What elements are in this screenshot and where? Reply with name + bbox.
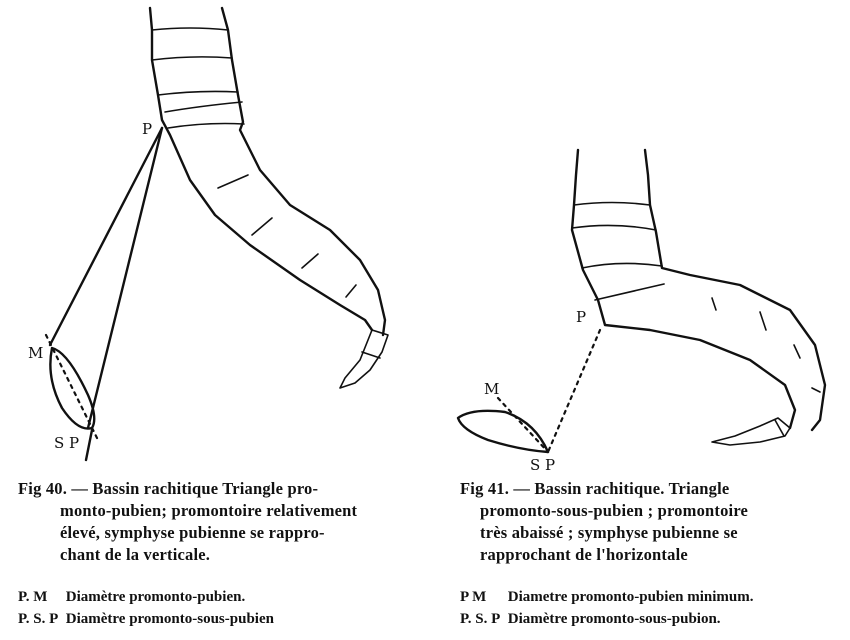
fig41-sacral-mark-3 [794,345,800,358]
fig40-caption-text-1: Bassin rachitique Triangle pro- [92,479,319,498]
fig40-legend-row-pm [18,586,274,608]
fig40-caption-line-3: élevé, symphyse pubienne se rappro- [60,523,325,542]
fig41-legend-abbr-psp: P. S. P [460,611,501,627]
fig40-legend-text-psp: Diamètre promonto-sous-pubien [65,611,274,627]
fig41-label-p: P [576,308,587,326]
fig41-sacral-mark-1 [712,298,716,310]
fig40-caption-line-2: monto-pubien; promontoire relativement [60,501,358,520]
fig40-legend-text-pm: Diamètre promonto-pubien. [65,589,246,605]
fig40-caption-line-1 [18,478,418,500]
fig41-coccyx [712,418,790,445]
fig41-caption-line-4: rapprochant de l'horizontale [480,545,688,564]
fig41-caption-line-1 [460,478,840,500]
fig41-vertebra-1 [574,203,650,206]
fig41-caption-line-2: promonto-sous-pubien ; promontoire [480,501,749,520]
fig41-legend-text-pm: Diametre promonto-pubien minimum. [507,589,754,605]
fig40-caption-line-4: chant de la verticale. [60,545,211,564]
fig41-symphysis [458,411,548,452]
fig41-caption-number: Fig 41. — [460,479,531,498]
fig40-legend-row-psp [18,608,274,630]
fig41-label-sp: S P [530,456,556,470]
fig40-label-m: M [28,344,44,362]
fig41-spine-outline-left [572,150,795,428]
fig41-label-m: M [484,380,500,398]
fig41-vertebra-4 [595,284,664,300]
fig40-legend-abbr-pm: P. M [18,589,48,605]
fig41-legend [460,586,753,630]
fig41-spine-outline-right [645,150,825,430]
fig41-triangle-dotted [548,330,600,452]
fig41-caption-text-1: Bassin rachitique. Triangle [534,479,730,498]
fig40-label-p: P [142,120,153,138]
fig41-sacral-mark-4 [812,388,820,392]
fig41-vertebra-3 [582,263,662,268]
fig41-caption [460,478,840,566]
fig41-caption-line-3: très abaissé ; symphyse pubienne se [480,523,738,542]
fig40-caption-number: Fig 40. — [18,479,89,498]
fig40-legend [18,586,274,630]
fig41-vertebra-2 [572,225,656,230]
fig41-legend-row-psp [460,608,753,630]
fig40-legend-abbr-psp: P. S. P [18,611,59,627]
fig40-label-sp: S P [54,434,80,452]
fig41-legend-abbr-pm: P M [460,589,487,605]
fig41-sacral-mark-2 [760,312,766,330]
fig40-caption [18,478,418,566]
fig41-legend-text-psp: Diamètre promonto-sous-pubion. [507,611,721,627]
fig41-legend-row-pm [460,586,753,608]
